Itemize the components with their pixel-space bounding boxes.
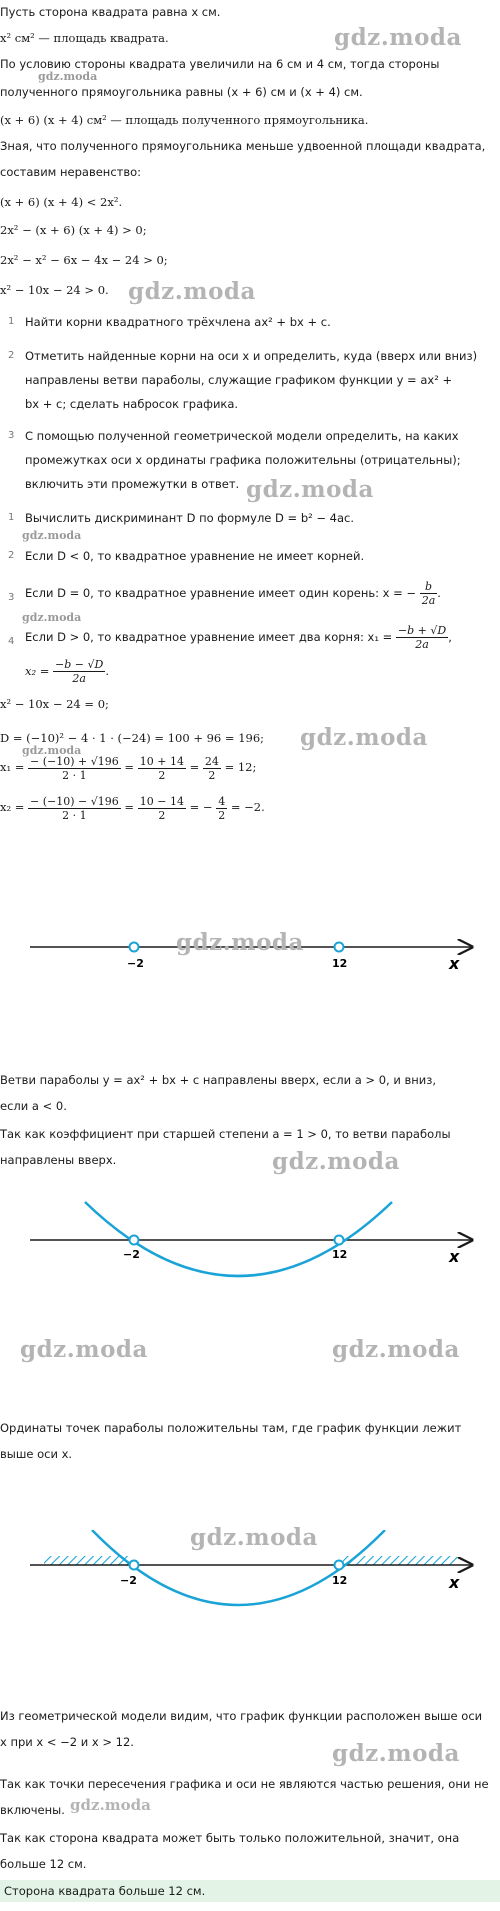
axis-label: x (449, 1247, 460, 1266)
watermark: gdz.moda (22, 744, 82, 757)
list-number: 4 (8, 636, 15, 647)
text-line: Пусть сторона квадрата равна x см. (0, 5, 221, 19)
axis-label: x (449, 1573, 460, 1592)
watermark: gdz.moda (20, 1336, 148, 1363)
fraction: $\frac{-b + √D}{2a}$ (397, 624, 447, 651)
watermark: gdz.moda (38, 70, 98, 83)
text-line: (x + 6) (x + 4) см² — площадь полученного прямоугольника. (0, 113, 369, 127)
watermark: gdz.moda (190, 1524, 318, 1551)
list-item: Если D < 0, то квадратное уравнение не имеет корней. (25, 549, 365, 563)
watermark: gdz.moda (128, 278, 256, 305)
text-line: x при x < −2 и x > 12. (0, 1735, 134, 1749)
tick-label: 12 (332, 957, 348, 970)
watermark: gdz.moda (332, 1336, 460, 1363)
text-line: составим неравенство: (0, 165, 142, 179)
list-item: Если D = 0, то квадратное уравнение имеет один корень: x = − $\frac{b}{2a}$ . (25, 580, 441, 607)
equation: (x + 6) (x + 4) < 2x². (0, 195, 123, 209)
equation: D = (−10)² − 4 · 1 · (−24) = 100 + 96 = 196; (0, 731, 265, 745)
tick-label: 12 (332, 1574, 348, 1587)
root-point-left (130, 943, 139, 952)
list-item: С помощью полученной геометрической модели определить, на каких (25, 429, 459, 443)
text-line: x² см² — площадь квадрата. (0, 31, 169, 45)
watermark: gdz.moda (334, 24, 462, 51)
text-line: По условию стороны квадрата увеличили на 6 см и 4 см, тогда стороны (0, 57, 440, 71)
root-point-left (130, 1236, 139, 1245)
text-line: Ветви параболы y = ax² + bx + c направлены вверх, если a > 0, и вниз, (0, 1073, 436, 1087)
tick-label: −2 (123, 1248, 140, 1261)
equation: 2x² − (x + 6) (x + 4) > 0; (0, 223, 147, 237)
list-number: 3 (8, 592, 15, 603)
list-item: промежутках оси x ординаты графика положительны (отрицательны); (25, 453, 461, 467)
list-number: 1 (8, 512, 15, 523)
root-point-left (130, 1561, 139, 1570)
text-line: выше оси x. (0, 1447, 73, 1461)
list-item: Вычислить дискриминант D по формуле D = b² − 4ac. (25, 511, 355, 525)
root-point-right (335, 943, 344, 952)
text-line: включены. (0, 1803, 65, 1817)
watermark: gdz.moda (176, 929, 304, 956)
axis-label: x (449, 954, 460, 973)
watermark: gdz.moda (272, 1148, 400, 1175)
watermark: gdz.moda (332, 1740, 460, 1767)
root-x1: x₁ = $\frac{- (-10) + √196}{2 \cdot 1}$ = $\frac{10 + 14}{2}$ = $\frac{24}{2}$ = 12; (0, 754, 257, 782)
text-line: Из геометрической модели видим, что график функции расположен выше оси (0, 1709, 483, 1723)
root-x2: x₂ = $\frac{- (-10) - √196}{2 \cdot 1}$ = $\frac{10 - 14}{2}$ = − $\frac{4}{2}$ = −2. (0, 794, 265, 822)
tick-label: 12 (332, 1248, 348, 1261)
equation: x² − 10x − 24 > 0. (0, 283, 109, 297)
list-item: bx + c; сделать набросок графика. (25, 397, 239, 411)
tick-label: −2 (120, 1574, 137, 1587)
tick-label: −2 (127, 957, 144, 970)
text-line: полученного прямоугольника равны (x + 6) см и (x + 4) см. (0, 85, 363, 99)
list-item: Найти корни квадратного трёхчлена ax² + bx + c. (25, 315, 331, 329)
text-line: Так как сторона квадрата может быть только положительной, значит, она (0, 1831, 460, 1845)
watermark: gdz.moda (246, 476, 374, 503)
list-item: x₂ = $\frac{-b - √D}{2a}$ . (25, 658, 109, 685)
list-item-text: Если D = 0, то квадратное уравнение имеет один корень: x = − (25, 586, 417, 600)
answer-box: Сторона квадрата больше 12 см. (0, 1880, 500, 1902)
list-number: 3 (8, 430, 15, 441)
watermark: gdz.moda (22, 611, 82, 624)
text-line: Ординаты точек параболы положительны там, где график функции лежит (0, 1421, 462, 1435)
list-item-text: Если D > 0, то квадратное уравнение имеет два корня: x₁ = (25, 630, 393, 644)
interval-left-hatch (44, 1556, 130, 1565)
watermark: gdz.moda (22, 529, 82, 542)
list-item: направлены ветви параболы, служащие графиком функции y = ax² + (25, 373, 453, 387)
equation: x² − 10x − 24 = 0; (0, 697, 109, 711)
fraction: $\frac{-b - √D}{2a}$ (55, 658, 104, 685)
parabola-graph (0, 1200, 500, 1320)
interval-right-hatch (343, 1556, 457, 1565)
list-item: Если D > 0, то квадратное уравнение имеет два корня: x₁ = $\frac{-b + √D}{2a}$ , (25, 624, 452, 651)
list-number: 2 (8, 350, 15, 361)
list-item: включить эти промежутки в ответ. (25, 477, 240, 491)
root-point-right (335, 1561, 344, 1570)
text-line: Так как коэффициент при старшей степени a = 1 > 0, то ветви параболы (0, 1127, 451, 1141)
watermark: gdz.moda (300, 724, 428, 751)
fraction: $\frac{b}{2a}$ (421, 580, 436, 607)
list-item: Отметить найденные корни на оси x и определить, куда (вверх или вниз) (25, 349, 478, 363)
text-line: направлены вверх. (0, 1153, 117, 1167)
text-line: больше 12 см. (0, 1857, 87, 1871)
list-number: 1 (8, 316, 15, 327)
text-line: Так как точки пересечения графика и оси не являются частью решения, они не (0, 1777, 489, 1791)
text-line: Зная, что полученного прямоугольника меньше удвоенной площади квадрата, (0, 139, 486, 153)
text-line: если a < 0. (0, 1099, 67, 1113)
list-number: 2 (8, 550, 15, 561)
root-point-right (335, 1236, 344, 1245)
equation: 2x² − x² − 6x − 4x − 24 > 0; (0, 253, 168, 267)
watermark: gdz.moda (70, 1796, 151, 1814)
